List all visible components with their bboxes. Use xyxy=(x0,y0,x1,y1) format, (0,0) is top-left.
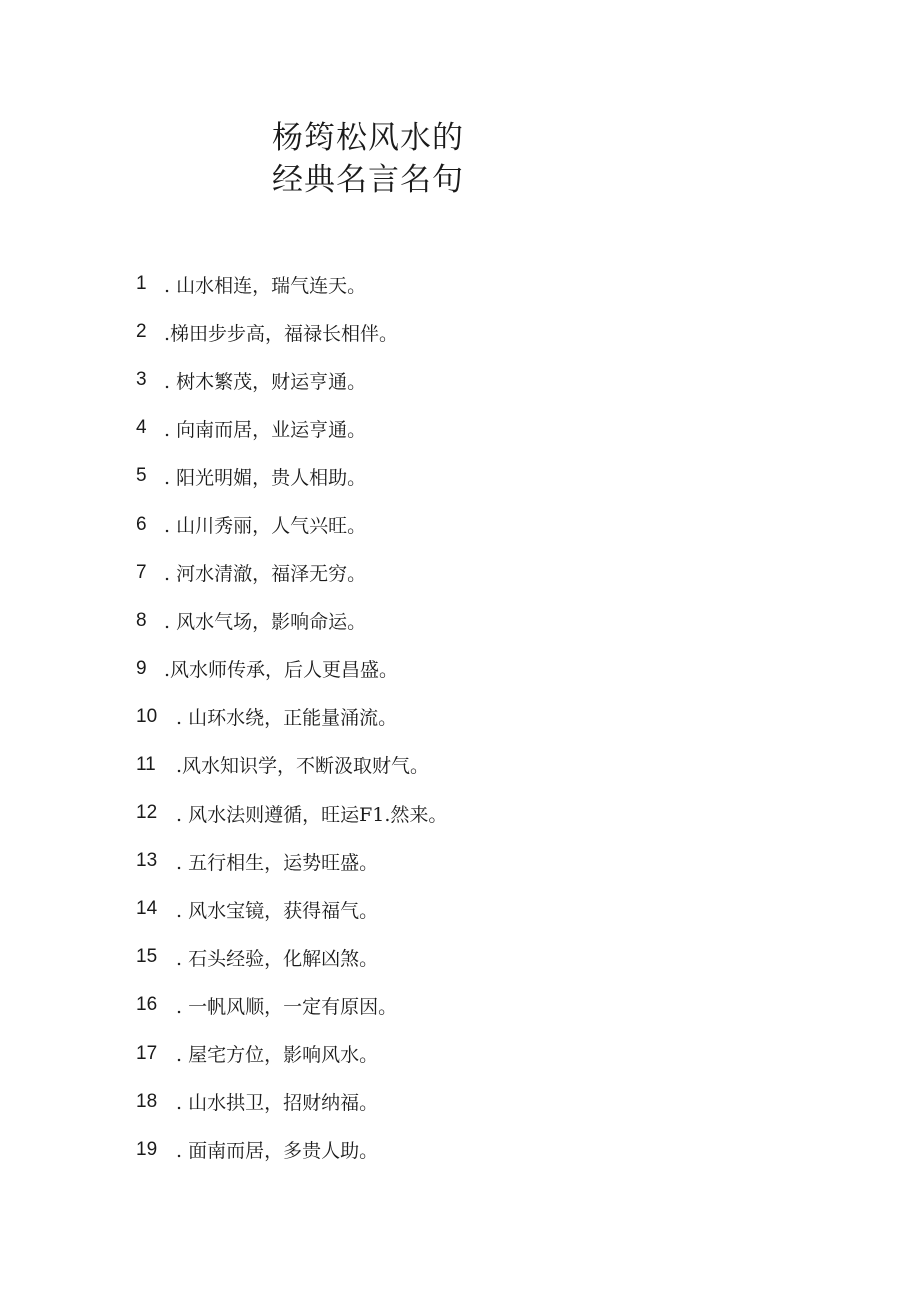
list-item xyxy=(136,260,447,308)
item-text: . 山环水绕，正能量涌流。 xyxy=(176,707,398,730)
item-text: . 石头经验，化解凶煞。 xyxy=(176,947,379,970)
list-item xyxy=(136,789,447,837)
item-text: . 风水气场，影响命运。 xyxy=(164,611,367,634)
list-item xyxy=(136,837,447,885)
item-text: . 山川秀丽，人气兴旺。 xyxy=(164,515,367,538)
item-text: . 山水相连，瑞气连天。 xyxy=(164,274,367,297)
item-number: 15 xyxy=(136,946,158,968)
item-number: 10 xyxy=(136,705,158,727)
item-number: 6 xyxy=(136,513,147,535)
list-item xyxy=(136,404,447,452)
item-number: 11 xyxy=(136,753,156,775)
title-line-1: 杨筠松风水的 xyxy=(272,120,464,156)
list-item xyxy=(136,693,447,741)
item-number: 17 xyxy=(136,1042,158,1064)
item-text: . 河水清澈，福泽无穷。 xyxy=(164,563,367,586)
item-number: 2 xyxy=(136,321,147,343)
item-number: 19 xyxy=(136,1138,158,1160)
item-number: 4 xyxy=(136,417,147,439)
title-line-2: 经典名言名句 xyxy=(272,162,464,198)
item-number: 18 xyxy=(136,1090,158,1112)
document-title xyxy=(272,117,464,201)
list-item xyxy=(136,1030,447,1078)
list-item xyxy=(136,1126,447,1174)
item-text: . 山水拱卫，招财纳福。 xyxy=(176,1092,379,1115)
quote-list xyxy=(136,260,447,1174)
item-text: . 风水法则遵循，旺运F1.然来。 xyxy=(176,803,448,826)
item-number: 3 xyxy=(136,369,147,391)
item-number: 1 xyxy=(136,273,147,295)
item-number: 14 xyxy=(136,898,158,920)
item-text: . 面南而居，多贵人助。 xyxy=(176,1140,379,1163)
list-item xyxy=(136,356,447,404)
list-item xyxy=(136,452,447,500)
item-number: 5 xyxy=(136,465,147,487)
item-text: . 阳光明媚，贵人相助。 xyxy=(164,466,367,489)
item-number: 7 xyxy=(136,561,147,583)
item-number: 9 xyxy=(136,657,147,679)
list-item xyxy=(136,549,447,597)
item-text: . 风水宝镜，获得福气。 xyxy=(176,899,379,922)
item-number: 13 xyxy=(136,850,158,872)
list-item xyxy=(136,500,447,548)
item-number: 12 xyxy=(136,802,158,824)
item-number: 16 xyxy=(136,994,158,1016)
item-number: 8 xyxy=(136,609,147,631)
item-text: . 一帆风顺，一定有原因。 xyxy=(176,995,398,1018)
item-text: . 向南而居，业运亨通。 xyxy=(164,418,367,441)
item-text: .风水知识学，不断汲取财气。 xyxy=(176,755,430,778)
item-text: .风水师传承，后人更昌盛。 xyxy=(164,659,399,682)
list-item xyxy=(136,1078,447,1126)
list-item xyxy=(136,308,447,356)
list-item xyxy=(136,933,447,981)
list-item xyxy=(136,885,447,933)
item-text: . 屋宅方位，影响风水。 xyxy=(176,1044,379,1067)
list-item xyxy=(136,645,447,693)
list-item xyxy=(136,741,447,789)
item-text: .梯田步步高，福禄长相伴。 xyxy=(164,322,399,345)
list-item xyxy=(136,981,447,1029)
item-text: . 五行相生，运势旺盛。 xyxy=(176,851,379,874)
item-text: . 树木繁茂，财运亨通。 xyxy=(164,370,367,393)
list-item xyxy=(136,597,447,645)
